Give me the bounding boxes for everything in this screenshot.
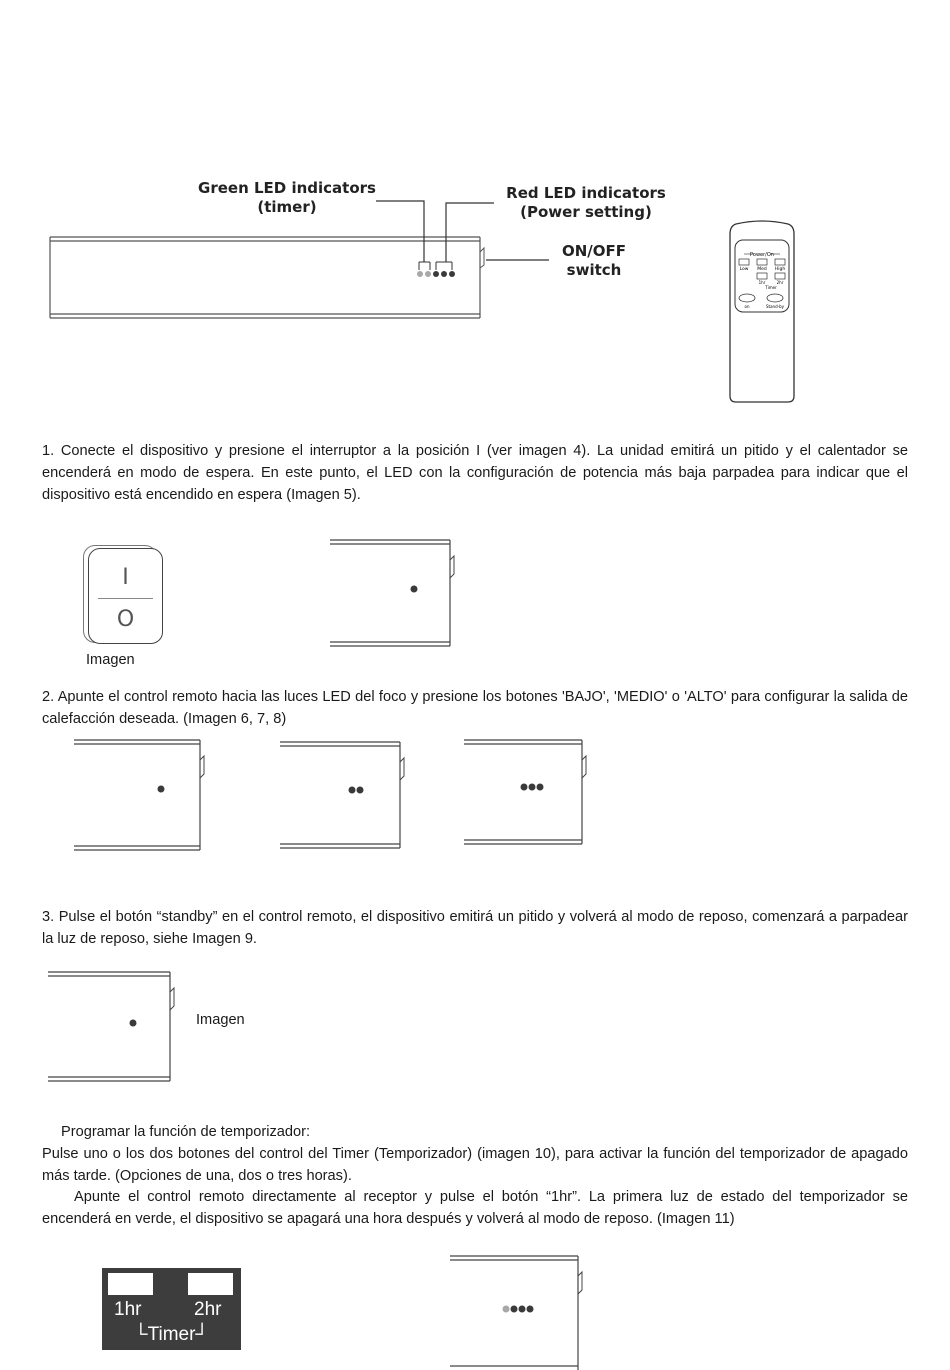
remote-2hr-button[interactable] — [775, 273, 785, 279]
heater-standby-image-9 — [46, 970, 181, 1086]
heater-standby-image — [328, 538, 458, 650]
heater-timer-image — [448, 1254, 588, 1370]
high-led-1 — [521, 784, 528, 791]
step1-caption: Imagen — [86, 652, 135, 668]
rocker-switch-image — [83, 545, 165, 645]
timer-1hr-key[interactable] — [108, 1273, 153, 1295]
timer-green-led — [503, 1306, 510, 1313]
step1-paragraph: 1. Conecte el dispositivo y presione el interruptor a la posición I (ver imagen 4). La unidad emitirá un pitido y el calentador se encenderá en modo de espera. En este punto, el LED con la configuración de potencia más baja parpadea para indicar que el dispositivo está encendido en espera (Imagen 5). — [42, 443, 908, 503]
timer-2hr-label: 2hr — [194, 1299, 222, 1320]
red-led-3 — [449, 271, 455, 277]
remote-low-label: Low — [739, 267, 749, 272]
green-led-2 — [425, 271, 431, 277]
switch-off-mark: O — [116, 607, 135, 632]
remote-high-label: High — [774, 267, 786, 272]
standby-led — [411, 586, 418, 593]
remote-on-label: on — [744, 304, 750, 309]
switch-label-line1: ON/OFF — [561, 242, 627, 260]
green-led-label-line2: (timer) — [257, 198, 317, 216]
remote-standby-label: Stand-by — [766, 304, 784, 309]
green-led-1 — [417, 271, 423, 277]
red-led-2 — [441, 271, 447, 277]
heater-med-image — [278, 740, 408, 852]
remote-high-button[interactable] — [775, 259, 785, 265]
red-led-1 — [433, 271, 439, 277]
remote-1hr-button[interactable] — [757, 273, 767, 279]
remote-on-button[interactable] — [739, 294, 755, 302]
med-led-1 — [349, 787, 356, 794]
heater-body-diagram — [0, 0, 950, 420]
heater-high-image — [462, 738, 592, 850]
remote-med-label: Med — [757, 267, 767, 272]
switch-on-mark: I — [122, 565, 129, 590]
red-led-label-line1: Red LED indicators — [506, 184, 666, 202]
remote-standby-button[interactable] — [767, 294, 783, 302]
timer-2hr-key[interactable] — [188, 1273, 233, 1295]
remote-power-label: Power/On — [750, 252, 774, 258]
timer-heading: Programar la función de temporizador: — [61, 1124, 311, 1140]
green-led-label-line1: Green LED indicators — [198, 179, 376, 197]
low-led — [158, 786, 165, 793]
high-led-3 — [537, 784, 544, 791]
timer-1hr-label: 1hr — [114, 1299, 142, 1320]
med-led-2 — [357, 787, 364, 794]
timer-paragraph-1: Pulse uno o los dos botones del control del Timer (Temporizador) (imagen 10), para activar la función del temporizador de apagado más tarde. (Opciones de una, dos o tres horas). — [42, 1146, 908, 1184]
timer-red-led-2 — [519, 1306, 526, 1313]
remote-timer-label: Timer — [765, 285, 777, 290]
timer-red-led-3 — [527, 1306, 534, 1313]
heater-low-image — [72, 738, 207, 854]
remote-control-image — [726, 220, 798, 405]
standby-led-9 — [130, 1020, 137, 1027]
step3-caption: Imagen — [196, 1012, 245, 1028]
step3-paragraph: 3. Pulse el botón “standby” en el control remoto, el dispositivo emitirá un pitido y volverá al modo de reposo, comenzará a parpadear la luz de reposo, siehe Imagen 9. — [42, 909, 908, 947]
red-led-label-line2: (Power setting) — [520, 203, 652, 221]
remote-1hr-label: 1hr — [758, 280, 766, 285]
timer-group-label: └Timer┘ — [134, 1324, 209, 1345]
remote-2hr-label: 2hr — [776, 280, 784, 285]
remote-low-button[interactable] — [739, 259, 749, 265]
remote-med-button[interactable] — [757, 259, 767, 265]
timer-red-led-1 — [511, 1306, 518, 1313]
high-led-2 — [529, 784, 536, 791]
step2-paragraph: 2. Apunte el control remoto hacia las luces LED del foco y presione los botones 'BAJO', 'MEDIO' o 'ALTO' para configurar la salida de calefacción deseada. (Imagen 6, 7, 8) — [42, 689, 908, 727]
timer-paragraph-2: Apunte el control remoto directamente al receptor y pulse el botón “1hr”. La primera luz de estado del temporizador se encenderá en verde, el dispositivo se apagará una hora después y volverá al modo de reposo. (Imagen 11) — [42, 1189, 908, 1227]
switch-label-line2: switch — [566, 261, 622, 279]
timer-control-image — [102, 1268, 241, 1350]
